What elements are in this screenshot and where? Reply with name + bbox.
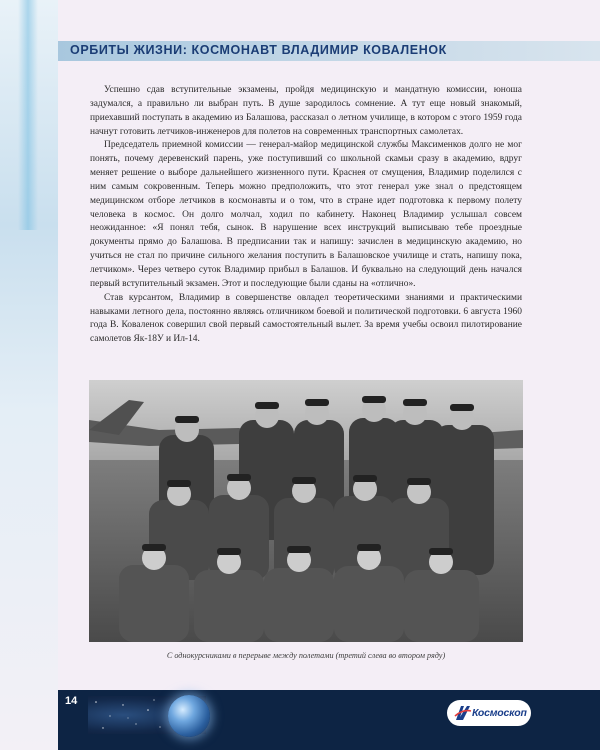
- group-photo: [89, 380, 523, 642]
- paragraph: Председатель приемной комиссии — генерал-майор медицинской службы Максименков долго не мог понять, почему деревенский парень, уже поступивший со школьной скамьи сразу в академию, вдруг меняет решение о выборе дальнейшего жизненного пути. Краснея от смущения, Владимир поделился с ним самым сокровенным. Теперь можно предположить, что этот генерал уже знал о предстоящем медицинском отборе летчиков в космонавты и о том, что в стране идет подготовка к первому полету человека в космос. Он долго молчал, ходил по кабинету. Наконец Владимир услышал совсем неожиданное: «Я понял тебя, сынок. В нарушение всех инструкций выписываю тебе проездные документы прямо до Балашова. В предписании так и напишу: зачислен в медицинскую академию, но учиться не стал по причине сильного желания поступить в Балашовское училище и стать, напишу пока, летчиком». Через четверо суток Владимир прибыл в Балашов. И буквально на следующий день начался первый вступительный экзамен. Этот и последующие были сданы на «отлично».: [90, 140, 522, 289]
- page-number: 14: [65, 695, 78, 707]
- earth-icon: [168, 695, 210, 737]
- decorative-sky-strip: [0, 0, 58, 750]
- article-body: [90, 84, 522, 347]
- logo-icon: [453, 703, 473, 723]
- photo-caption: С однокурсниками в перерыве между полетами (третий слева во втором ряду): [166, 651, 446, 660]
- paragraph: Успешно сдав вступительные экзамены, пройдя медицинскую и мандатную комиссии, юноша задумался, а правильно ли выбран путь. В душе зародилось сомнение. А тут еще новый знакомый, приехавший поступать в академию из Балашова, рассказал о летном училище, в котором с этого 1959 года начнут готовить летчиков-инженеров для полетов на современных транспортных самолетах.: [90, 85, 522, 137]
- chapter-title: ОРБИТЫ ЖИЗНИ: КОСМОНАВТ ВЛАДИМИР КОВАЛЕНОК: [70, 43, 447, 57]
- logo-text: Космоскоп: [472, 707, 527, 719]
- paragraph: Став курсантом, Владимир в совершенстве овладел теоретическими знаниями и практическими навыками летного дела, постоянно являясь отличником боевой и политической подготовки. 6 августа 1960 года В. Коваленок совершил свой первый самостоятельный вылет. За время учебы освоил пилотирование самолетов Як-18У и Ил-14.: [90, 292, 522, 345]
